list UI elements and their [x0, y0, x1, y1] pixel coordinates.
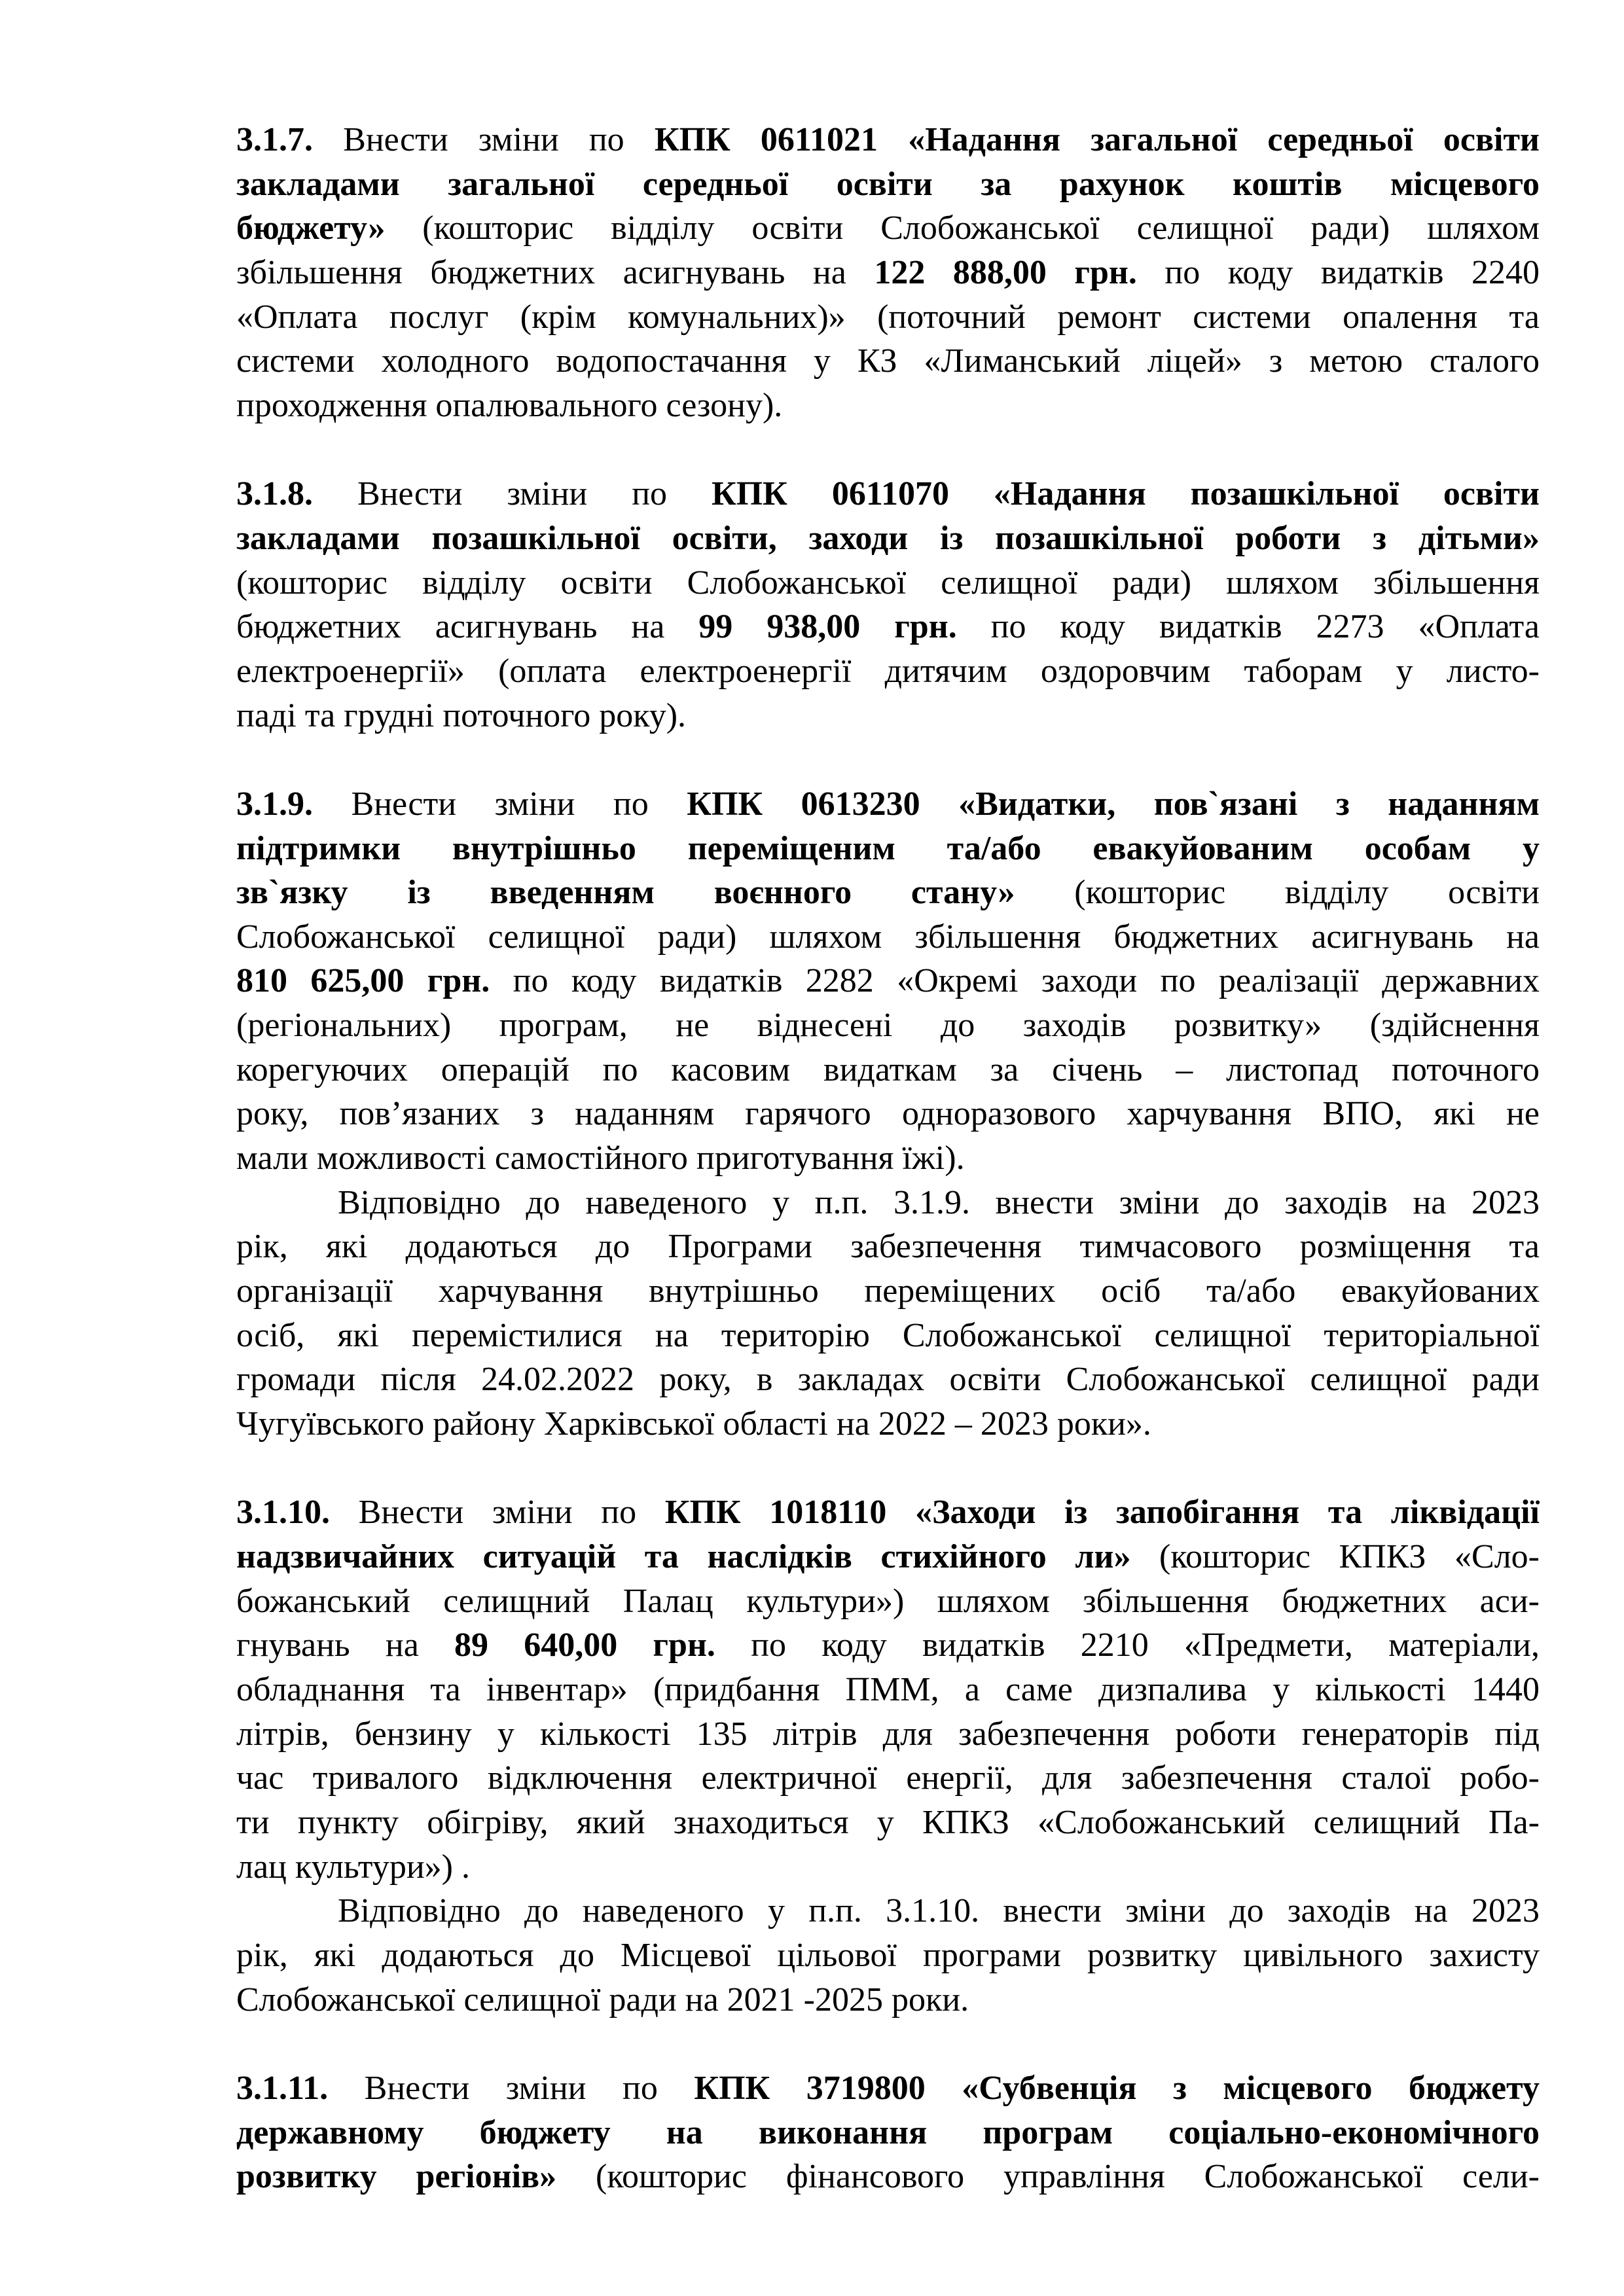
text: року, пов’язаних з наданням гарячого одноразового харчування ВПО, які не — [236, 1095, 1540, 1133]
text-line — [236, 915, 1540, 960]
text-line — [236, 605, 1540, 649]
blank-line — [236, 428, 1540, 473]
bold-text: бюджету» — [236, 209, 386, 247]
bold-text: 3.1.9. — [236, 785, 313, 823]
bold-text: 3.1.11. — [236, 2069, 329, 2107]
bold-text: 3.1.8. — [236, 475, 313, 513]
text: (кошторис відділу освіти Слобожанської селищної ради) шляхом — [385, 209, 1540, 247]
text-line — [236, 516, 1540, 561]
text-line — [236, 162, 1540, 207]
text-line — [236, 1978, 1540, 2022]
bold-text: КПК 0611070 «Надання позашкільної освіти — [712, 475, 1540, 513]
text-line — [236, 561, 1540, 605]
text: рік, які додаються до Місцевої цільової програми розвитку цивільного захисту — [236, 1936, 1540, 1974]
text: (кошторис КПКЗ «Сло- — [1130, 1538, 1540, 1575]
text-line — [236, 2155, 1540, 2199]
text: час тривалого відключення електричної енергії, для забезпечення сталої робо- — [236, 1759, 1540, 1797]
text-line — [236, 870, 1540, 915]
bold-text: зв`язку із введенням воєнного стану» — [236, 874, 1015, 912]
text-line — [236, 295, 1540, 340]
text-line — [236, 1269, 1540, 1314]
text: організації харчування внутрішньо переміщених осіб та/або евакуйованих — [236, 1272, 1540, 1310]
text: проходження опалювального сезону). — [236, 386, 783, 424]
text: Чугуївського району Харківської області на 2022 – 2023 роки». — [236, 1405, 1151, 1443]
text: корегуючих операцій по касовим видаткам за січень – листопад поточного — [236, 1050, 1540, 1088]
bold-text: КПК 1018110 «Заходи із запобігання та ліквідації — [664, 1494, 1540, 1532]
text-line — [236, 1181, 1540, 1225]
blank-line — [236, 1446, 1540, 1491]
text-line — [236, 118, 1540, 162]
text: обладнання та інвентар» (придбання ПММ, а саме дизпалива у кількості 1440 — [236, 1670, 1540, 1708]
bold-text: КПК 0611021 «Надання загальної середньої освіти — [654, 121, 1540, 158]
text-line — [236, 1623, 1540, 1668]
text: лац культури») . — [236, 1848, 470, 1886]
text: (кошторис відділу освіти — [1015, 874, 1540, 912]
text: по коду видатків 2240 — [1136, 253, 1540, 291]
bold-text: 122 888,00 грн. — [874, 253, 1137, 291]
bold-text: розвитку регіонів» — [236, 2158, 557, 2196]
text: системи холодного водопостачання у КЗ «Лиманський ліцей» з метою сталого — [236, 342, 1540, 380]
text: Слобожанської селищної ради) шляхом збільшення бюджетних асигнувань на — [236, 918, 1540, 956]
text-line — [236, 251, 1540, 295]
text-line — [236, 1535, 1540, 1579]
text-line — [236, 1756, 1540, 1801]
text-line — [236, 384, 1540, 428]
text-line — [236, 206, 1540, 251]
bold-text: 810 625,00 грн. — [236, 962, 490, 1000]
text-line — [236, 1579, 1540, 1624]
text: паді та грудні поточного року). — [236, 696, 687, 734]
text: рік, які додаються до Програми забезпечення тимчасового розміщення та — [236, 1228, 1540, 1266]
text: Відповідно до наведеного у п.п. 3.1.10. внести зміни до заходів на 2023 — [338, 1892, 1540, 1930]
text-line — [236, 1225, 1540, 1269]
text-line — [236, 1048, 1540, 1092]
text: Внести зміни по — [313, 785, 687, 823]
text: громади після 24.02.2022 року, в закладах освіти Слобожанської селищної ради — [236, 1361, 1540, 1399]
text-line — [236, 472, 1540, 516]
text: Відповідно до наведеного у п.п. 3.1.9. внести зміни до заходів на 2023 — [338, 1183, 1540, 1221]
text: «Оплата послуг (крім комунальних)» (поточний ремонт системи опалення та — [236, 298, 1540, 336]
text-line — [236, 1933, 1540, 1978]
text-line — [236, 1003, 1540, 1048]
text: Внести зміни по — [330, 1494, 665, 1532]
text-line — [236, 1801, 1540, 1845]
document-page — [236, 118, 1540, 2199]
text-line — [236, 339, 1540, 384]
text-line — [236, 1668, 1540, 1712]
text-line — [236, 959, 1540, 1003]
text: по коду видатків 2282 «Окремі заходи по реалізації державних — [490, 962, 1540, 1000]
text-line — [236, 694, 1540, 738]
bold-text: 3.1.10. — [236, 1494, 330, 1532]
bold-text: закладами загальної середньої освіти за рахунок коштів місцевого — [236, 165, 1540, 203]
text: Внести зміни по — [313, 475, 712, 513]
bold-text: КПК 3719800 «Субвенція з місцевого бюджету — [694, 2069, 1540, 2107]
bold-text: підтримки внутрішньо переміщеним та/або евакуйованим особам у — [236, 829, 1540, 867]
bold-text: 3.1.7. — [236, 121, 313, 158]
text: Внести зміни по — [328, 2069, 695, 2107]
text-line — [236, 649, 1540, 694]
text-line — [236, 827, 1540, 871]
text-line — [236, 1092, 1540, 1136]
text: мали можливості самостійного приготування їжі). — [236, 1139, 965, 1177]
text-line — [236, 1314, 1540, 1358]
text-line — [236, 1889, 1540, 1933]
text-line — [236, 2066, 1540, 2111]
text: бюджетних асигнувань на — [236, 608, 699, 646]
text-line — [236, 1845, 1540, 1890]
text-line — [236, 782, 1540, 827]
text: божанський селищний Палац культури») шляхом збільшення бюджетних аси- — [236, 1582, 1540, 1620]
bold-text: державному бюджету на виконання програм соціально-економічного — [236, 2113, 1540, 2151]
text-line — [236, 1136, 1540, 1181]
text: ти пункту обігріву, який знаходиться у КПКЗ «Слобожанський селищний Па- — [236, 1803, 1540, 1841]
bold-text: закладами позашкільної освіти, заходи із позашкільної роботи з дітьми» — [236, 519, 1540, 557]
text: по коду видатків 2210 «Предмети, матеріали, — [715, 1626, 1540, 1664]
text: гнувань на — [236, 1626, 454, 1664]
text: (кошторис фінансового управління Слобожанської сели- — [556, 2158, 1540, 2196]
text-line — [236, 1490, 1540, 1535]
text: літрів, бензину у кількості 135 літрів для забезпечення роботи генераторів під — [236, 1715, 1540, 1753]
text-line — [236, 1402, 1540, 1446]
text: осіб, які перемістилися на територію Слобожанської селищної територіальної — [236, 1316, 1540, 1354]
text-line — [236, 2111, 1540, 2155]
text: по коду видатків 2273 «Оплата — [956, 608, 1540, 646]
text-line — [236, 1357, 1540, 1402]
text: (кошторис відділу освіти Слобожанської селищної ради) шляхом збільшення — [236, 564, 1540, 601]
text: Внести зміни по — [313, 121, 655, 158]
text-line — [236, 1712, 1540, 1757]
blank-line — [236, 2022, 1540, 2066]
bold-text: КПК 0613230 «Видатки, пов`язані з наданням — [687, 785, 1540, 823]
text: електроенергії» (оплата електроенергії дитячим оздоровчим таборам у листо- — [236, 652, 1540, 690]
bold-text: надзвичайних ситуацій та наслідків стихійного ли» — [236, 1538, 1131, 1575]
text: (регіональних) програм, не віднесені до заходів розвитку» (здійснення — [236, 1007, 1540, 1045]
text: збільшення бюджетних асигнувань на — [236, 253, 875, 291]
bold-text: 99 938,00 грн. — [698, 608, 957, 646]
text: Слобожанської селищної ради на 2021 -2025 роки. — [236, 1981, 969, 2018]
blank-line — [236, 738, 1540, 782]
bold-text: 89 640,00 грн. — [454, 1626, 715, 1664]
